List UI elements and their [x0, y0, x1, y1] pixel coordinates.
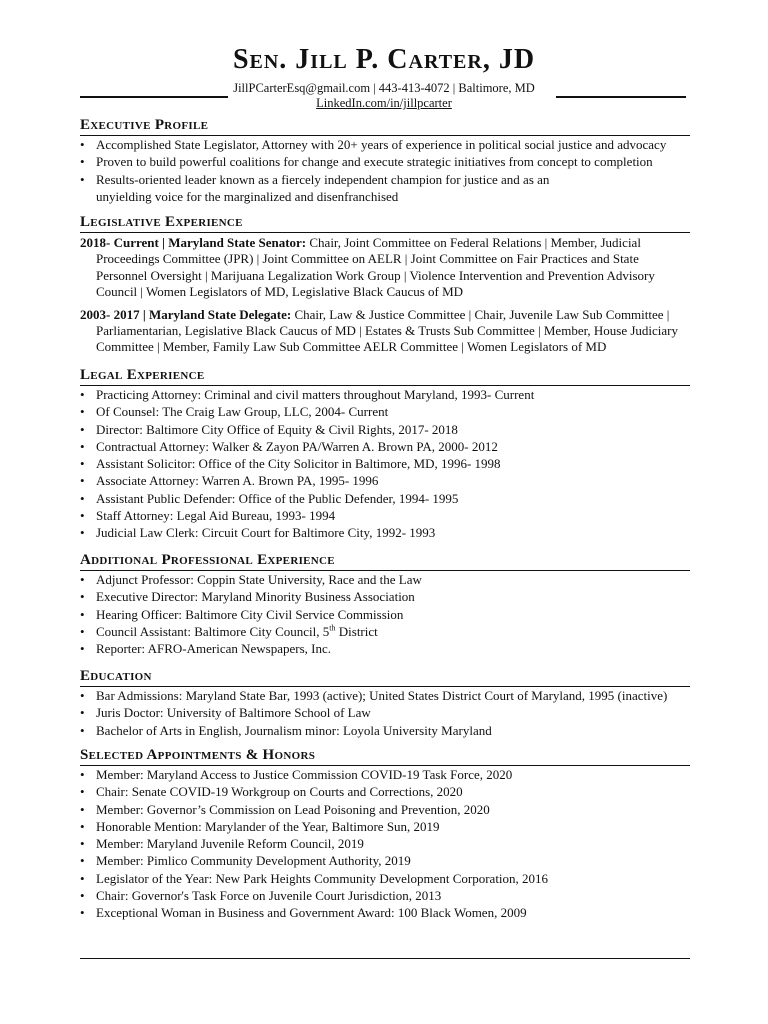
experience-entry-senator — [80, 235, 690, 301]
bullet-list — [80, 766, 690, 922]
section-title: Legal Experience — [80, 366, 690, 386]
section-legal-experience — [80, 366, 690, 542]
entry-heading: 2018- Current | Maryland State Senator: — [80, 235, 307, 250]
section-title: Additional Professional Experience — [80, 551, 690, 571]
entry-text: Chair, Law & Justice Committee | Chair, Juvenile Law Sub Committee | Parliamentarian, Legislative Black Caucus of MD | Estates & Trusts Sub Committee | Member, House Judiciary Committee | Member, Family Law Sub Committee AELR Committee | Women Legislators of MD — [96, 306, 679, 355]
list-item: • Assistant Solicitor: Office of the City Solicitor in Baltimore, MD, 1996- 1998 — [80, 455, 690, 472]
list-item: • Staff Attorney: Legal Aid Bureau, 1993- 1994 — [80, 507, 690, 524]
bullet-list — [80, 687, 690, 739]
list-item: • Honorable Mention: Marylander of the Year, Baltimore Sun, 2019 — [80, 818, 690, 835]
list-item-text: Council Assistant: Baltimore City Council, 5 — [96, 623, 330, 639]
list-item: • Results-oriented leader known as a fiercely independent champion for justice and as an unyielding voice for the marginalized and disenfranchised — [80, 171, 690, 206]
linkedin-line — [0, 96, 768, 111]
bullet-list — [80, 136, 690, 205]
footer-rule — [80, 958, 690, 959]
list-item: • Proven to build powerful coalitions for change and execute strategic initiatives from concept to completion — [80, 153, 690, 170]
list-item: • Hearing Officer: Baltimore City Civil Service Commission — [80, 606, 690, 623]
list-item-text: District — [335, 623, 378, 639]
section-appointments-honors — [80, 746, 690, 922]
list-item — [80, 623, 690, 640]
list-item: • Contractual Attorney: Walker & Zayon PA/Warren A. Brown PA, 2000- 2012 — [80, 438, 690, 455]
section-education — [80, 667, 690, 739]
list-item: • Bar Admissions: Maryland State Bar, 1993 (active); United States District Court of Maryland, 1995 (inactive) — [80, 687, 690, 704]
list-item: • Juris Doctor: University of Baltimore School of Law — [80, 704, 690, 721]
list-item: • Legislator of the Year: New Park Heights Community Development Corporation, 2016 — [80, 870, 690, 887]
section-additional-experience — [80, 551, 690, 657]
resume-name: Sen. Jill P. Carter, JD — [232, 44, 536, 75]
list-item: • Member: Maryland Juvenile Reform Council, 2019 — [80, 835, 690, 852]
list-item: • Associate Attorney: Warren A. Brown PA, 1995- 1996 — [80, 472, 690, 489]
section-title: Selected Appointments & Honors — [80, 746, 690, 766]
section-executive-profile — [80, 116, 690, 205]
list-item: • Chair: Governor's Task Force on Juvenile Court Jurisdiction, 2013 — [80, 887, 690, 904]
list-item: • Reporter: AFRO-American Newspapers, Inc. — [80, 640, 690, 657]
list-item: • Exceptional Woman in Business and Government Award: 100 Black Women, 2009 — [80, 904, 690, 921]
list-item: • Bachelor of Arts in English, Journalism minor: Loyola University Maryland — [80, 722, 690, 739]
list-item: • Accomplished State Legislator, Attorney with 20+ years of experience in political social justice and advocacy — [80, 136, 690, 153]
entry-heading: 2003- 2017 | Maryland State Delegate: — [80, 306, 292, 322]
experience-entry-delegate — [80, 307, 690, 356]
list-item: • Member: Maryland Access to Justice Commission COVID-19 Task Force, 2020 — [80, 766, 690, 783]
section-title: Education — [80, 667, 690, 687]
list-item: • Assistant Public Defender: Office of the Public Defender, 1994- 1995 — [80, 490, 690, 507]
entry-text: Chair, Joint Committee on Federal Relations | Member, Judicial Proceedings Committee (JPR) | Joint Committee on AELR | Joint Committee on Fair Practices and State Personnel Oversight | Marijuana Legalization Work Group | Violence Intervention and Prevention Advisory Council | Women Legislators of MD, Legislative Black Caucus of MD — [96, 235, 655, 300]
linkedin-link[interactable]: LinkedIn.com/in/jillpcarter — [316, 96, 452, 110]
section-legislative-experience — [80, 213, 690, 356]
bullet-list — [80, 386, 690, 542]
section-title: Executive Profile — [80, 116, 690, 136]
list-item: • Member: Pimlico Community Development Authority, 2019 — [80, 852, 690, 869]
superscript: th — [329, 623, 336, 633]
list-item: • Of Counsel: The Craig Law Group, LLC, 2004- Current — [80, 403, 690, 420]
list-item: • Executive Director: Maryland Minority Business Association — [80, 588, 690, 605]
list-item: • Practicing Attorney: Criminal and civil matters throughout Maryland, 1993- Current — [80, 386, 690, 403]
list-item: • Judicial Law Clerk: Circuit Court for Baltimore City, 1992- 1993 — [80, 524, 690, 541]
list-item: • Director: Baltimore City Office of Equity & Civil Rights, 2017- 2018 — [80, 421, 690, 438]
list-item: • Chair: Senate COVID-19 Workgroup on Courts and Corrections, 2020 — [80, 783, 690, 800]
bullet-list — [80, 571, 690, 657]
list-item: • Member: Governor’s Commission on Lead Poisoning and Prevention, 2020 — [80, 801, 690, 818]
list-item: • Adjunct Professor: Coppin State University, Race and the Law — [80, 571, 690, 588]
contact-info: JillPCarterEsq@gmail.com | 443-413-4072 | Baltimore, MD — [233, 81, 535, 95]
section-title: Legislative Experience — [80, 213, 690, 233]
